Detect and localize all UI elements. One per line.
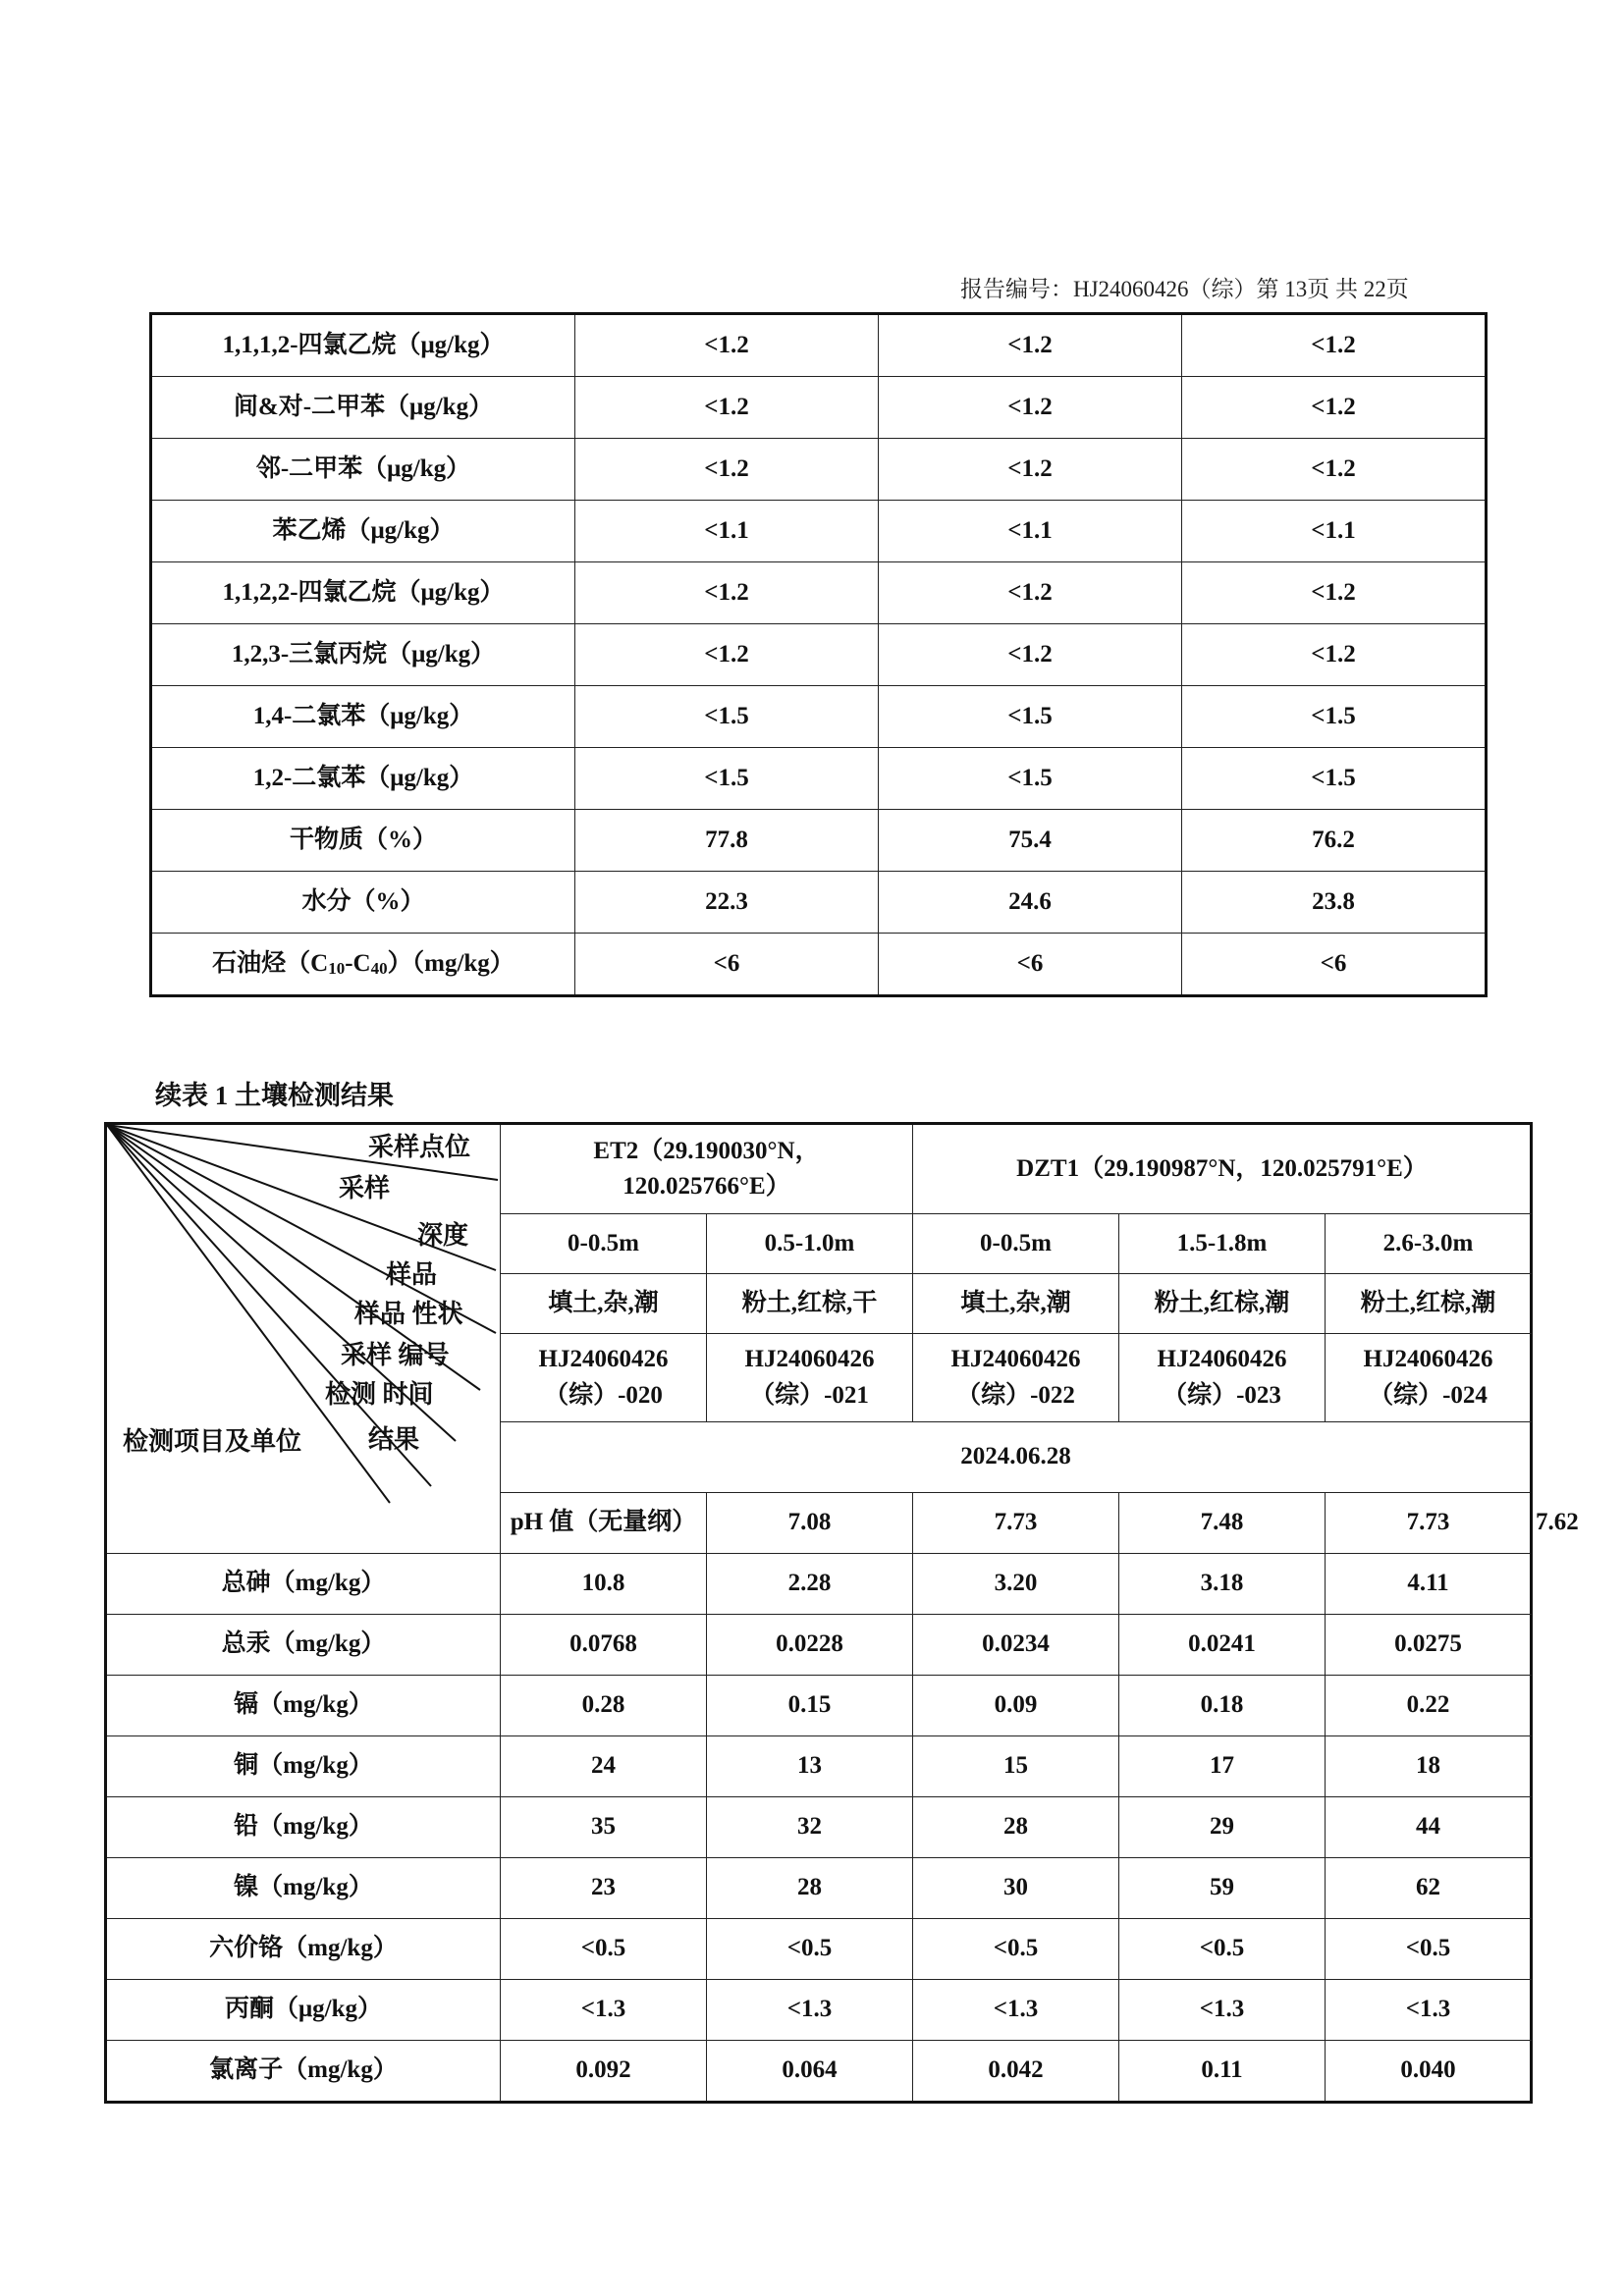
value-cell: <1.5: [575, 748, 879, 810]
table-row: [106, 1736, 1532, 1797]
value-cell: <1.5: [1182, 686, 1487, 748]
diag-label-sampling-site: 采样点位: [368, 1133, 471, 1161]
value-cell: 23.8: [1182, 872, 1487, 934]
table-row: [151, 439, 1487, 501]
item-name-cell: 六价铬（mg/kg）: [106, 1919, 501, 1980]
trait-cell: 粉土,红棕,潮: [1326, 1274, 1532, 1334]
value-cell: 0.18: [1119, 1676, 1326, 1736]
value-cell: <1.1: [1182, 501, 1487, 562]
value-cell: 13: [707, 1736, 913, 1797]
value-cell: 7.48: [1119, 1493, 1326, 1554]
value-cell: 7.73: [913, 1493, 1119, 1554]
item-name-cell: 镍（mg/kg）: [106, 1858, 501, 1919]
value-cell: <1.2: [575, 377, 879, 439]
value-cell: <0.5: [1119, 1919, 1326, 1980]
results-table-continued: [149, 312, 1488, 997]
value-cell: 3.18: [1119, 1554, 1326, 1615]
value-cell: 0.0241: [1119, 1615, 1326, 1676]
value-cell: 0.0275: [1326, 1615, 1532, 1676]
value-cell: <1.2: [1182, 562, 1487, 624]
petroleum-label-part: 石油烃（C: [212, 949, 329, 977]
sample-code-a: HJ24060426: [1363, 1346, 1493, 1373]
depth-cell: 2.6-3.0m: [1326, 1214, 1532, 1274]
value-cell: 0.092: [501, 2041, 707, 2103]
value-cell: 0.11: [1119, 2041, 1326, 2103]
header-row-site: [106, 1124, 1532, 1214]
item-name-cell: 丙酮（μg/kg）: [106, 1980, 501, 2041]
value-cell: 22.3: [575, 872, 879, 934]
petroleum-label-part: 40: [370, 958, 388, 978]
trait-cell: 填土,杂,潮: [501, 1274, 707, 1334]
item-name-cell: 水分（%）: [151, 872, 575, 934]
value-cell: 2.28: [707, 1554, 913, 1615]
diag-label-sampling: 采样: [339, 1174, 391, 1202]
item-name-cell: pH 值（无量纲）: [501, 1493, 707, 1554]
value-cell: <1.5: [1182, 748, 1487, 810]
value-cell: <1.3: [707, 1980, 913, 2041]
site-et2-header: [501, 1124, 913, 1214]
table-row: [106, 1797, 1532, 1858]
value-cell: 28: [707, 1858, 913, 1919]
sample-code-cell: [501, 1334, 707, 1422]
value-cell: 0.040: [1326, 2041, 1532, 2103]
value-cell: <6: [879, 934, 1182, 996]
diag-label-sample: 样品: [386, 1260, 438, 1289]
table-row: [106, 2041, 1532, 2103]
sample-code-a: HJ24060426: [538, 1346, 669, 1373]
value-cell: 30: [913, 1858, 1119, 1919]
table-row: [151, 748, 1487, 810]
trait-cell: 填土,杂,潮: [913, 1274, 1119, 1334]
trait-cell: 粉土,红棕,干: [707, 1274, 913, 1334]
value-cell: <1.3: [1119, 1980, 1326, 2041]
depth-cell: 0-0.5m: [501, 1214, 707, 1274]
sample-code-a: HJ24060426: [950, 1346, 1081, 1373]
diag-label-sample-code: 采样 编号: [341, 1341, 450, 1369]
value-cell: <1.3: [913, 1980, 1119, 2041]
item-name-cell: 1,4-二氯苯（μg/kg）: [151, 686, 575, 748]
value-cell: 23: [501, 1858, 707, 1919]
sample-code-b: （综）-024: [1369, 1381, 1488, 1409]
value-cell: <0.5: [707, 1919, 913, 1980]
value-cell: <1.2: [879, 377, 1182, 439]
diag-label-items-units: 检测项目及单位: [123, 1427, 302, 1456]
item-name-cell: 总砷（mg/kg）: [106, 1554, 501, 1615]
sample-code-a: HJ24060426: [1157, 1346, 1287, 1373]
table-row: [151, 934, 1487, 996]
value-cell: <1.2: [575, 624, 879, 686]
value-cell: 75.4: [879, 810, 1182, 872]
table-row: [151, 377, 1487, 439]
value-cell: 32: [707, 1797, 913, 1858]
value-cell: <1.3: [501, 1980, 707, 2041]
value-cell: <0.5: [501, 1919, 707, 1980]
site-dzt1-header: DZT1（29.190987°N，120.025791°E）: [913, 1124, 1532, 1214]
value-cell: <1.1: [575, 501, 879, 562]
value-cell: <6: [1182, 934, 1487, 996]
diag-label-result: 结果: [368, 1425, 420, 1454]
value-cell: 77.8: [575, 810, 879, 872]
value-cell: 0.09: [913, 1676, 1119, 1736]
value-cell: <1.1: [879, 501, 1182, 562]
value-cell: 29: [1119, 1797, 1326, 1858]
sample-code-cell: [1326, 1334, 1532, 1422]
depth-cell: 0.5-1.0m: [707, 1214, 913, 1274]
sample-code-a: HJ24060426: [744, 1346, 875, 1373]
value-cell: 0.0234: [913, 1615, 1119, 1676]
item-name-cell: 氯离子（mg/kg）: [106, 2041, 501, 2103]
item-name-cell: 1,2,3-三氯丙烷（μg/kg）: [151, 624, 575, 686]
soil-results-table: [104, 1122, 1579, 2104]
table-row: [151, 501, 1487, 562]
item-name-cell: 总汞（mg/kg）: [106, 1615, 501, 1676]
value-cell: 59: [1119, 1858, 1326, 1919]
diag-label-test-time: 检测 时间: [325, 1380, 434, 1409]
site-et2-line1: ET2（29.190030°N，: [593, 1137, 820, 1164]
depth-cell: 0-0.5m: [913, 1214, 1119, 1274]
item-name-cell: 1,1,2,2-四氯乙烷（μg/kg）: [151, 562, 575, 624]
item-name-cell: 1,2-二氯苯（μg/kg）: [151, 748, 575, 810]
value-cell: <1.2: [575, 439, 879, 501]
item-name-cell: 间&对-二甲苯（μg/kg）: [151, 377, 575, 439]
value-cell: 0.0228: [707, 1615, 913, 1676]
test-date-cell: 2024.06.28: [501, 1422, 1532, 1493]
table-row: [106, 1919, 1532, 1980]
value-cell: 35: [501, 1797, 707, 1858]
petroleum-label-part: 10: [328, 958, 346, 978]
value-cell: 0.0768: [501, 1615, 707, 1676]
value-cell: 4.11: [1326, 1554, 1532, 1615]
value-cell: 0.042: [913, 2041, 1119, 2103]
value-cell: <6: [575, 934, 879, 996]
value-cell: 7.73: [1326, 1493, 1532, 1554]
item-name-cell: 苯乙烯（μg/kg）: [151, 501, 575, 562]
sample-code-cell: [913, 1334, 1119, 1422]
value-cell: <1.2: [879, 624, 1182, 686]
item-name-cell: 铅（mg/kg）: [106, 1797, 501, 1858]
item-name-cell: 镉（mg/kg）: [106, 1676, 501, 1736]
sample-code-b: （综）-023: [1163, 1381, 1281, 1409]
soil-results-body: [106, 1124, 1579, 2103]
sample-code-b: （综）-020: [544, 1381, 663, 1409]
sample-code-cell: [1119, 1334, 1326, 1422]
table-row: [151, 872, 1487, 934]
diagonal-header-cell: [106, 1124, 501, 1554]
table-row: [151, 810, 1487, 872]
table-row: [151, 562, 1487, 624]
table-row: [151, 314, 1487, 377]
item-name-cell: [151, 934, 575, 996]
value-cell: <0.5: [1326, 1919, 1532, 1980]
value-cell: <1.5: [879, 686, 1182, 748]
value-cell: <1.2: [575, 314, 879, 377]
sample-code-b: （综）-022: [956, 1381, 1075, 1409]
value-cell: <1.2: [575, 562, 879, 624]
table-row: [106, 1980, 1532, 2041]
sample-code-cell: [707, 1334, 913, 1422]
item-name-cell: 1,1,1,2-四氯乙烷（μg/kg）: [151, 314, 575, 377]
value-cell: <1.2: [1182, 624, 1487, 686]
depth-cell: 1.5-1.8m: [1119, 1214, 1326, 1274]
value-cell: <1.2: [879, 562, 1182, 624]
petroleum-label-part: ）（mg/kg）: [387, 949, 514, 977]
value-cell: 24: [501, 1736, 707, 1797]
diag-label-depth: 深度: [417, 1221, 469, 1250]
value-cell: <1.2: [879, 439, 1182, 501]
value-cell: 10.8: [501, 1554, 707, 1615]
value-cell: 3.20: [913, 1554, 1119, 1615]
value-cell: <0.5: [913, 1919, 1119, 1980]
item-name-cell: 铜（mg/kg）: [106, 1736, 501, 1797]
value-cell: 28: [913, 1797, 1119, 1858]
value-cell: 18: [1326, 1736, 1532, 1797]
value-cell: 17: [1119, 1736, 1326, 1797]
table-row: [106, 1615, 1532, 1676]
table-row: [151, 686, 1487, 748]
sample-code-b: （综）-021: [750, 1381, 869, 1409]
petroleum-label-part: -C: [345, 949, 371, 977]
value-cell: 24.6: [879, 872, 1182, 934]
value-cell: <1.2: [1182, 439, 1487, 501]
table-row: [151, 624, 1487, 686]
report-number-header: 报告编号：HJ24060426（综）第 13页 共 22页: [960, 277, 1409, 301]
value-cell: 7.08: [707, 1493, 913, 1554]
value-cell: 0.064: [707, 2041, 913, 2103]
value-cell: <1.3: [1326, 1980, 1532, 2041]
value-cell: 0.22: [1326, 1676, 1532, 1736]
results-table-body: [151, 314, 1487, 996]
value-cell: 76.2: [1182, 810, 1487, 872]
table-row: [106, 1676, 1532, 1736]
value-cell: <1.2: [1182, 314, 1487, 377]
table-row: [106, 1858, 1532, 1919]
trait-cell: 粉土,红棕,潮: [1119, 1274, 1326, 1334]
value-cell: <1.5: [879, 748, 1182, 810]
value-cell: 62: [1326, 1858, 1532, 1919]
site-et2-line2: 120.025766°E）: [623, 1173, 790, 1200]
item-name-cell: 邻-二甲苯（μg/kg）: [151, 439, 575, 501]
item-name-cell: 干物质（%）: [151, 810, 575, 872]
value-cell: 44: [1326, 1797, 1532, 1858]
diag-label-sample-trait: 样品 性状: [354, 1300, 463, 1328]
table-caption: 续表 1 土壤检测结果: [155, 1081, 394, 1110]
value-cell: <1.5: [575, 686, 879, 748]
table-row: pH 值（无量纲） 7.08 7.73 7.48 7.73 7.62: [106, 1493, 1532, 1554]
value-cell: 0.28: [501, 1676, 707, 1736]
value-cell: <1.2: [1182, 377, 1487, 439]
table-row: [106, 1554, 1532, 1615]
value-cell: 0.15: [707, 1676, 913, 1736]
value-cell: <1.2: [879, 314, 1182, 377]
value-cell: 15: [913, 1736, 1119, 1797]
